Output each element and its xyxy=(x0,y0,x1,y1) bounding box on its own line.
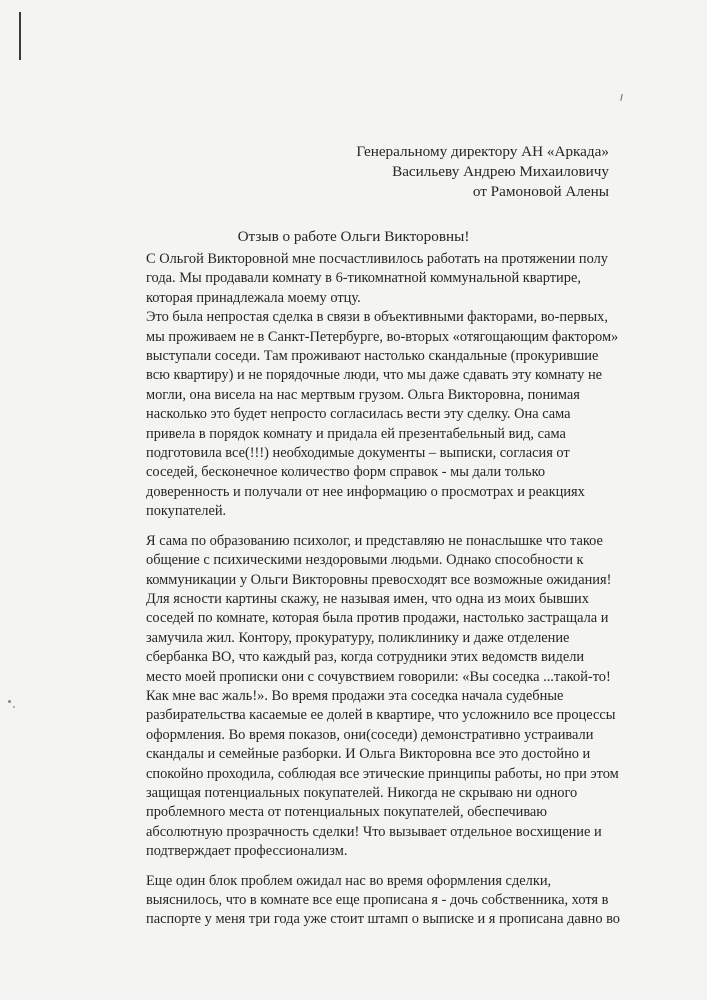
letter-heading: Отзыв о работе Ольги Викторовны! xyxy=(237,228,470,245)
paragraph-line: абсолютную прозрачность сделки! Что вызывает отдельное восхищение и xyxy=(146,823,602,840)
paragraph-line: Это была непростая сделка в связи в объективными факторами, во-первых, xyxy=(146,309,608,326)
paragraph-line: соседей, бесконечное количество форм справок - мы дали только xyxy=(146,464,546,481)
paragraph-line: покупателей. xyxy=(146,503,227,520)
paragraph-line: подготовила все(!!!) необходимые документы – выписки, согласия от xyxy=(146,445,570,462)
paragraph-line: замучила жил. Контору, прокуратуру, поликлинику и даже отделение xyxy=(146,629,570,646)
paragraph xyxy=(146,872,620,930)
paragraph-line: скандалы и семейные разборки. И Ольга Викторовна все это достойно и xyxy=(146,746,591,763)
scan-tick-mark xyxy=(620,94,622,101)
paragraph-line: подтверждает профессионализм. xyxy=(146,843,348,860)
paragraph-line: коммуникации у Ольги Викторовны превосходят все возможные ожидания! xyxy=(146,571,612,588)
paragraph-line: доверенность и получали от нее информацию о просмотрах и реакциях xyxy=(146,483,585,500)
paragraph-line: сбербанка ВО, что каждый раз, когда сотрудники этих ведомств видели xyxy=(146,649,585,666)
paragraph-line: Еще один блок проблем ожидал нас во время оформления сделки, xyxy=(146,872,552,889)
paragraph-line: С Ольгой Викторовной мне посчастливилось работать на протяжении полу xyxy=(146,251,608,267)
recipient-line: от Рамоновой Алены xyxy=(472,183,609,200)
recipient-line: Генеральному директору АН «Аркада» xyxy=(356,143,609,160)
paragraph-line: проблемного места от потенциальных покупателей, обеспечиваю xyxy=(146,804,548,821)
paragraph-line: разбирательства касаемые ее долей в квартире, что усложнило все процессы xyxy=(146,707,616,724)
recipient-line: Васильеву Андрею Михаиловичу xyxy=(392,163,609,180)
scan-speck xyxy=(8,700,11,703)
scan-margin-mark xyxy=(19,12,21,60)
paragraph-line: соседей по комнате, которая была против продажи, настолько застращала и xyxy=(146,610,609,627)
paragraph xyxy=(146,250,619,522)
paragraph-line: мы проживаем не в Санкт-Петербурге, во-вторых «отягощающим фактором» xyxy=(146,328,619,345)
paragraph-gap xyxy=(146,522,616,532)
paragraph-line: общение с психическими нездоровыми людьми. Однако способности к xyxy=(146,552,584,569)
paragraph-line: защищая потенциальных покупателей. Никогда не скрываю ни одного xyxy=(146,784,578,801)
paragraph-line: выяснилось, что в комнате все еще прописана я - дочь собственника, хотя в xyxy=(146,892,609,908)
paragraph-line: место моей прописки они с сочувствием говорили: «Вы соседка ...такой-то! xyxy=(146,668,611,685)
recipient-block xyxy=(356,142,609,202)
paragraph-line: Для ясности картины скажу, не называя имен, что одна из моих бывших xyxy=(146,590,589,607)
paragraph-line: насколько это будет непросто согласилась вести эту сделку. Она сама xyxy=(146,406,571,423)
paragraph-line: оформления. Во время показов, они(соседи) демонстративно устраивали xyxy=(146,726,594,743)
paragraph-line: спокойно проходила, соблюдая все этические принципы работы, но при этом xyxy=(146,765,619,782)
paragraph xyxy=(146,532,619,862)
scan-speck xyxy=(13,706,15,708)
paragraph-line: выступали соседи. Там проживают настолько скандальные (прокурившие xyxy=(146,348,599,365)
paragraph-line: привела в порядок комнату и придала ей презентабельный вид, сама xyxy=(146,425,566,442)
paragraph-line: могли, она висела на нас мертвым грузом. Ольга Викторовна, понимая xyxy=(146,386,580,403)
letter-body xyxy=(146,250,620,930)
paragraph-line: которая принадлежала моему отцу. xyxy=(146,289,361,306)
paragraph-line: Я сама по образованию психолог, и представляю не понаслышке что такое xyxy=(146,532,603,549)
paragraph-gap xyxy=(146,862,616,872)
paragraph-line: года. Мы продавали комнату в 6-тикомнатной коммунальной квартире, xyxy=(146,270,581,287)
paragraph-line: паспорте у меня три года уже стоит штамп о выписке и я прописана давно во xyxy=(146,911,620,928)
paragraph-line: всю квартиру) и не порядочные люди, что мы даже сдавать эту комнату не xyxy=(146,367,603,384)
paragraph-line: Как мне вас жаль!». Во время продажи эта соседка начала судебные xyxy=(146,687,564,704)
